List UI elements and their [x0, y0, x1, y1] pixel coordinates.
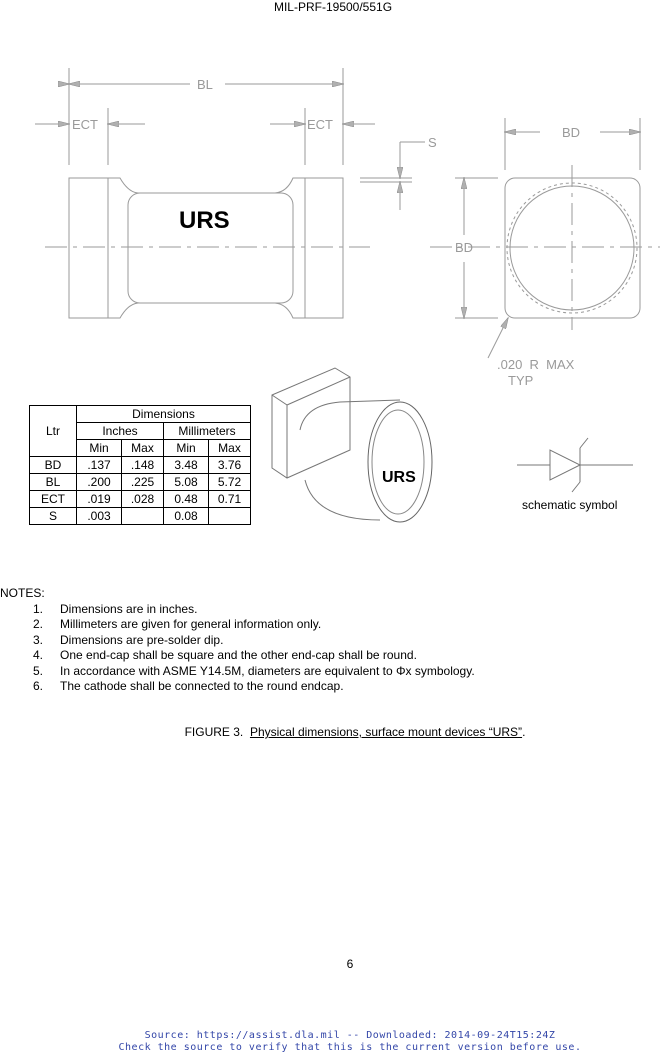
- dimensions-table: [29, 405, 251, 525]
- note-text: Dimensions are in inches.: [60, 601, 198, 616]
- cell-in-min: .137: [77, 457, 122, 474]
- cell-mm-min: 0.08: [164, 508, 209, 525]
- note-text: One end-cap shall be square and the other end-cap shall be round.: [60, 648, 417, 662]
- note-item: [0, 633, 475, 649]
- caption-suffix: .: [522, 725, 526, 739]
- cell-mm-max: 3.76: [209, 457, 251, 474]
- table-row: [30, 457, 251, 474]
- cell-ltr: S: [30, 508, 77, 525]
- typ-label: TYP: [508, 373, 534, 388]
- cell-in-min: .003: [77, 508, 122, 525]
- cell-mm-max: [209, 508, 251, 525]
- note-item: [0, 602, 475, 618]
- notes-title: NOTES:: [0, 586, 45, 600]
- cell-ltr: BL: [30, 474, 77, 491]
- note-number: 5.: [33, 663, 44, 678]
- note-text: Millimeters are given for general information only.: [60, 617, 322, 631]
- bd-side-label: BD: [455, 240, 474, 255]
- radius-label: .020 R MAX: [497, 357, 575, 372]
- note-item: [0, 679, 475, 695]
- note-number: 2.: [33, 617, 44, 631]
- note-item: [0, 648, 475, 664]
- s-label: S: [428, 135, 437, 150]
- ect-left-label: ECT: [72, 117, 98, 132]
- inches-header: Inches: [77, 423, 164, 440]
- caption-prefix: FIGURE 3.: [184, 725, 244, 739]
- device-label: URS: [179, 207, 230, 234]
- cell-in-min: .200: [77, 474, 122, 491]
- cell-ltr: ECT: [30, 491, 77, 508]
- source-footer: [0, 1030, 666, 1054]
- page-number: 6: [346, 957, 354, 971]
- caption-title: Physical dimensions, surface mount devices “URS”: [249, 725, 523, 739]
- note-text: The cathode shall be connected to the round endcap.: [60, 679, 344, 693]
- ect-right-label: ECT: [307, 117, 333, 132]
- note-number: 3.: [33, 632, 44, 647]
- cell-mm-min: 5.08: [164, 474, 209, 491]
- table-row: [30, 474, 251, 491]
- cell-mm-max: 5.72: [209, 474, 251, 491]
- in-min-header: Min: [77, 440, 122, 457]
- table-row: [30, 491, 251, 508]
- note-text: In accordance with ASME Y14.5M, diameters are equivalent to Φx symbology.: [60, 663, 475, 678]
- note-number: 1.: [33, 601, 44, 616]
- note-number: 6.: [33, 679, 44, 693]
- figure-caption: [0, 725, 666, 739]
- note-number: 4.: [33, 648, 44, 662]
- cell-mm-min: 0.48: [164, 491, 209, 508]
- footer-line-2: Check the source to verify that this is the current version before use.: [118, 1042, 582, 1053]
- millimeters-header: Millimeters: [164, 423, 251, 440]
- notes-section: [0, 586, 475, 695]
- mm-max-header: Max: [209, 440, 251, 457]
- cell-mm-max: 0.71: [209, 491, 251, 508]
- note-text: Dimensions are pre-solder dip.: [60, 632, 224, 647]
- cell-in-max: .225: [122, 474, 164, 491]
- iso-device-label: URS: [382, 469, 416, 486]
- cell-in-max: .028: [122, 491, 164, 508]
- footer-line-1: Source: https://assist.dla.mil -- Downloaded: 2014-09-24T15:24Z: [144, 1030, 556, 1041]
- bl-label: BL: [197, 77, 213, 92]
- cell-in-max: .148: [122, 457, 164, 474]
- bd-top-label: BD: [562, 125, 581, 140]
- cell-in-max: [122, 508, 164, 525]
- note-item: [0, 664, 475, 680]
- ltr-header: Ltr: [30, 406, 77, 457]
- dimensions-header: Dimensions: [77, 406, 251, 423]
- cell-in-min: .019: [77, 491, 122, 508]
- cell-mm-min: 3.48: [164, 457, 209, 474]
- table-row: [30, 508, 251, 525]
- schematic-symbol-label: schematic symbol: [522, 498, 618, 512]
- in-max-header: Max: [122, 440, 164, 457]
- note-item: [0, 617, 475, 633]
- document-id: MIL-PRF-19500/551G: [273, 0, 393, 14]
- mm-min-header: Min: [164, 440, 209, 457]
- cell-ltr: BD: [30, 457, 77, 474]
